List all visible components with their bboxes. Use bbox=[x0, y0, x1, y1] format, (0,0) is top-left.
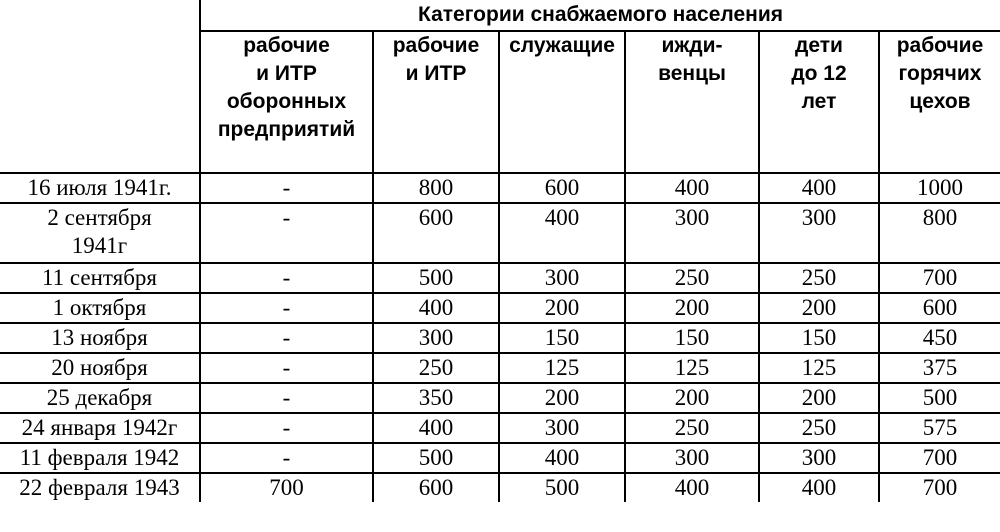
row-date: 1 октября bbox=[0, 293, 200, 323]
cell-value: 400 bbox=[759, 473, 879, 502]
cell-value: 200 bbox=[759, 383, 879, 413]
table-row bbox=[0, 443, 1000, 473]
row-date: 11 сентября bbox=[0, 263, 200, 293]
cell-value: 300 bbox=[759, 203, 879, 263]
cell-value: 700 bbox=[879, 443, 1000, 473]
cell-value: - bbox=[200, 323, 373, 353]
row-date: 20 ноября bbox=[0, 353, 200, 383]
cell-value: 375 bbox=[879, 353, 1000, 383]
cell-value: - bbox=[200, 413, 373, 443]
cell-value: 250 bbox=[373, 353, 499, 383]
cell-value: - bbox=[200, 443, 373, 473]
table-row bbox=[0, 413, 1000, 443]
cell-value: 200 bbox=[499, 383, 625, 413]
cell-value: 200 bbox=[625, 293, 759, 323]
cell-value: - bbox=[200, 263, 373, 293]
table-row bbox=[0, 323, 1000, 353]
cell-value: 350 bbox=[373, 383, 499, 413]
cell-value: - bbox=[200, 173, 373, 203]
cell-value: 600 bbox=[499, 173, 625, 203]
table-row bbox=[0, 383, 1000, 413]
cell-value: 450 bbox=[879, 323, 1000, 353]
cell-value: 800 bbox=[879, 203, 1000, 263]
cell-value: 400 bbox=[625, 473, 759, 502]
row-date: 24 января 1942г bbox=[0, 413, 200, 443]
cell-value: 125 bbox=[499, 353, 625, 383]
column-header-children: дети до 12 лет bbox=[759, 31, 879, 173]
table-body bbox=[0, 173, 1000, 502]
header-row-group bbox=[0, 0, 1000, 31]
cell-value: 250 bbox=[625, 263, 759, 293]
cell-value: 300 bbox=[373, 323, 499, 353]
table-row bbox=[0, 173, 1000, 203]
cell-value: 400 bbox=[373, 293, 499, 323]
cell-value: 500 bbox=[373, 443, 499, 473]
column-header-defense-workers: рабочие и ИТР оборонных предприятий bbox=[200, 31, 373, 173]
cell-value: - bbox=[200, 383, 373, 413]
cell-value: - bbox=[200, 353, 373, 383]
row-date: 11 февраля 1942 bbox=[0, 443, 200, 473]
table-row bbox=[0, 203, 1000, 263]
row-date: 16 июля 1941г. bbox=[0, 173, 200, 203]
cell-value: 500 bbox=[373, 263, 499, 293]
cell-value: 1000 bbox=[879, 173, 1000, 203]
cell-value: 250 bbox=[625, 413, 759, 443]
group-title: Категории снабжаемого населения bbox=[200, 0, 1000, 31]
cell-value: 400 bbox=[373, 413, 499, 443]
table-row bbox=[0, 263, 1000, 293]
cell-value: 250 bbox=[759, 413, 879, 443]
cell-value: 150 bbox=[759, 323, 879, 353]
cell-value: 400 bbox=[759, 173, 879, 203]
cell-value: 125 bbox=[625, 353, 759, 383]
cell-value: 700 bbox=[879, 473, 1000, 502]
cell-value: 150 bbox=[625, 323, 759, 353]
cell-value: 600 bbox=[373, 473, 499, 502]
cell-value: 600 bbox=[373, 203, 499, 263]
cell-value: 400 bbox=[499, 203, 625, 263]
cell-value: 500 bbox=[499, 473, 625, 502]
row-date: 22 февраля 1943 bbox=[0, 473, 200, 502]
table-row bbox=[0, 473, 1000, 502]
column-header-hot-shop-workers: рабочие горячих цехов bbox=[879, 31, 1000, 173]
column-header-employees: служащие bbox=[499, 31, 625, 173]
row-date: 13 ноября bbox=[0, 323, 200, 353]
column-header-workers: рабочие и ИТР bbox=[373, 31, 499, 173]
cell-value: 700 bbox=[879, 263, 1000, 293]
date-column-header bbox=[0, 0, 200, 173]
cell-value: 250 bbox=[759, 263, 879, 293]
row-date: 2 сентября 1941г bbox=[0, 203, 200, 263]
cell-value: 400 bbox=[625, 173, 759, 203]
cell-value: 600 bbox=[879, 293, 1000, 323]
cell-value: - bbox=[200, 293, 373, 323]
cell-value: 200 bbox=[499, 293, 625, 323]
cell-value: 500 bbox=[879, 383, 1000, 413]
cell-value: 300 bbox=[499, 263, 625, 293]
cell-value: 400 bbox=[499, 443, 625, 473]
cell-value: 150 bbox=[499, 323, 625, 353]
cell-value: 700 bbox=[200, 473, 373, 502]
row-date: 25 декабря bbox=[0, 383, 200, 413]
cell-value: 300 bbox=[759, 443, 879, 473]
cell-value: - bbox=[200, 203, 373, 263]
cell-value: 300 bbox=[625, 203, 759, 263]
cell-value: 125 bbox=[759, 353, 879, 383]
cell-value: 575 bbox=[879, 413, 1000, 443]
cell-value: 200 bbox=[625, 383, 759, 413]
table-row bbox=[0, 293, 1000, 323]
cell-value: 300 bbox=[499, 413, 625, 443]
cell-value: 800 bbox=[373, 173, 499, 203]
table-row bbox=[0, 353, 1000, 383]
column-header-dependents: ижди- венцы bbox=[625, 31, 759, 173]
cell-value: 300 bbox=[625, 443, 759, 473]
cell-value: 200 bbox=[759, 293, 879, 323]
